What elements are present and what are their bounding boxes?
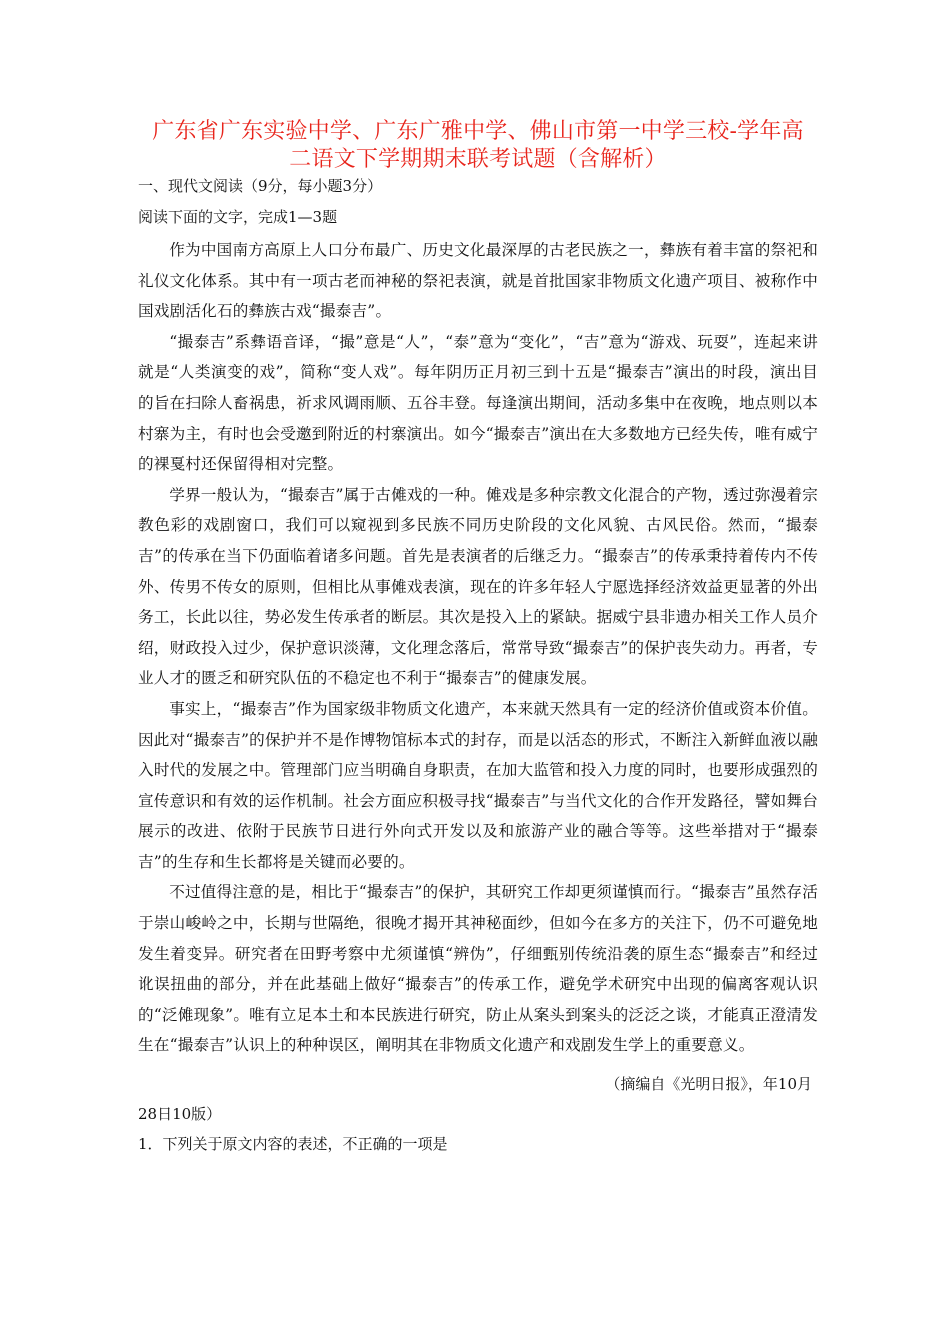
title-line-2: 二语文下学期期末联考试题（含解析） xyxy=(289,147,667,172)
paragraph-3: 学界一般认为，“撮泰吉”属于古傩戏的一种。傩戏是多种宗教文化混合的产物，透过弥漫着宗教色彩的戏剧窗口，我们可以窥视到多民族不同历史阶段的文化风貌、古风民俗。然而，“撮泰吉”的传承在当下仍面临着诸多问题。首先是表演者的后继乏力。“撮泰吉”的传承秉持着传内不传外、传男不传女的原则，但相比从事傩戏表演，现在的许多年轻人宁愿选择经济效益更显著的外出务工，长此以往，势必发生传承者的断层。其次是投入上的紧缺。据威宁县非遗办相关工作人员介绍，财政投入过少，保护意识淡薄，文化理念落后，常常导致“撮泰吉”的保护丧失动力。再者，专业人才的匮乏和研究队伍的不稳定也不利于“撮泰吉”的健康发展。 xyxy=(138,485,818,688)
section-heading: 一、现代文阅读（9分，每小题3分） xyxy=(138,177,383,195)
paragraph-2: “撮泰吉”系彝语音译，“撮”意是“人”，“泰”意为“变化”，“吉”意为“游戏、玩耍”，连起来讲就是“人类演变的戏”，简称“变人戏”。每年阴历正月初三到十五是“撮泰吉”演出的时段，演出目的旨在扫除人畜祸患，祈求风调雨顺、五谷丰登。每逢演出期间，活动多集中在夜晚，地点则以本村寨为主，有时也会受邀到附近的村寨演出。如今“撮泰吉”演出在大多数地方已经失传，唯有威宁的裸戛村还保留得相对完整。 xyxy=(138,332,818,474)
reading-instruction: 阅读下面的文字，完成1—3题 xyxy=(138,208,338,226)
exam-page xyxy=(138,118,818,1159)
source-citation: （摘编自《光明日报》，年10月 xyxy=(605,1075,812,1094)
paragraph-5: 不过值得注意的是，相比于“撮泰吉”的保护，其研究工作却更须谨慎而行。“撮泰吉”虽然存活于崇山峻岭之中，长期与世隔绝，很晚才揭开其神秘面纱，但如今在多方的关注下，仍不可避免地发生着变异。研究者在田野考察中尤须谨慎“辨伪”，仔细甄别传统沿袭的原生态“撮泰吉”和经过讹误扭曲的部分，并在此基础上做好“撮泰吉”的传承工作，避免学术研究中出现的偏离客观认识的“泛傩现象”。唯有立足本土和本民族进行研究，防止从案头到案头的泛泛之谈，才能真正澄清发生在“撮泰吉”认识上的种种误区，阐明其在非物质文化遗产和戏剧发生学上的重要意义。 xyxy=(138,883,818,1055)
paragraph-1: 作为中国南方高原上人口分布最广、历史文化最深厚的古老民族之一，彝族有着丰富的祭祀和礼仪文化体系。其中有一项古老而神秘的祭祀表演，就是首批国家非物质文化遗产项目、被称作中国戏剧活化石的彝族古戏“撮泰吉”。 xyxy=(138,241,818,321)
title-line-1: 广东省广东实验中学、广东广雅中学、佛山市第一中学三校-学年高 xyxy=(152,119,804,144)
paragraph-4: 事实上，“撮泰吉”作为国家级非物质文化遗产，本来就天然具有一定的经济价值或资本价值。因此对“撮泰吉”的保护并不是作博物馆标本式的封存，而是以活态的形式，不断注入新鲜血液以融入时代的发展之中。管理部门应当明确自身职责，在加大监管和投入力度的同时，也要形成强烈的宣传意识和有效的运作机制。社会方面应积极寻找“撮泰吉”与当代文化的合作开发路径，譬如舞台展示的改进、依附于民族节日进行外向式开发以及和旅游产业的融合等等。这些举措对于“撮泰吉”的生存和生长都将是关键而必要的。 xyxy=(138,699,818,871)
source-citation-date: 28日10版） xyxy=(138,1105,222,1124)
question-1: 1．下列关于原文内容的表述，不正确的一项是 xyxy=(138,1135,448,1154)
document-title xyxy=(138,118,818,174)
